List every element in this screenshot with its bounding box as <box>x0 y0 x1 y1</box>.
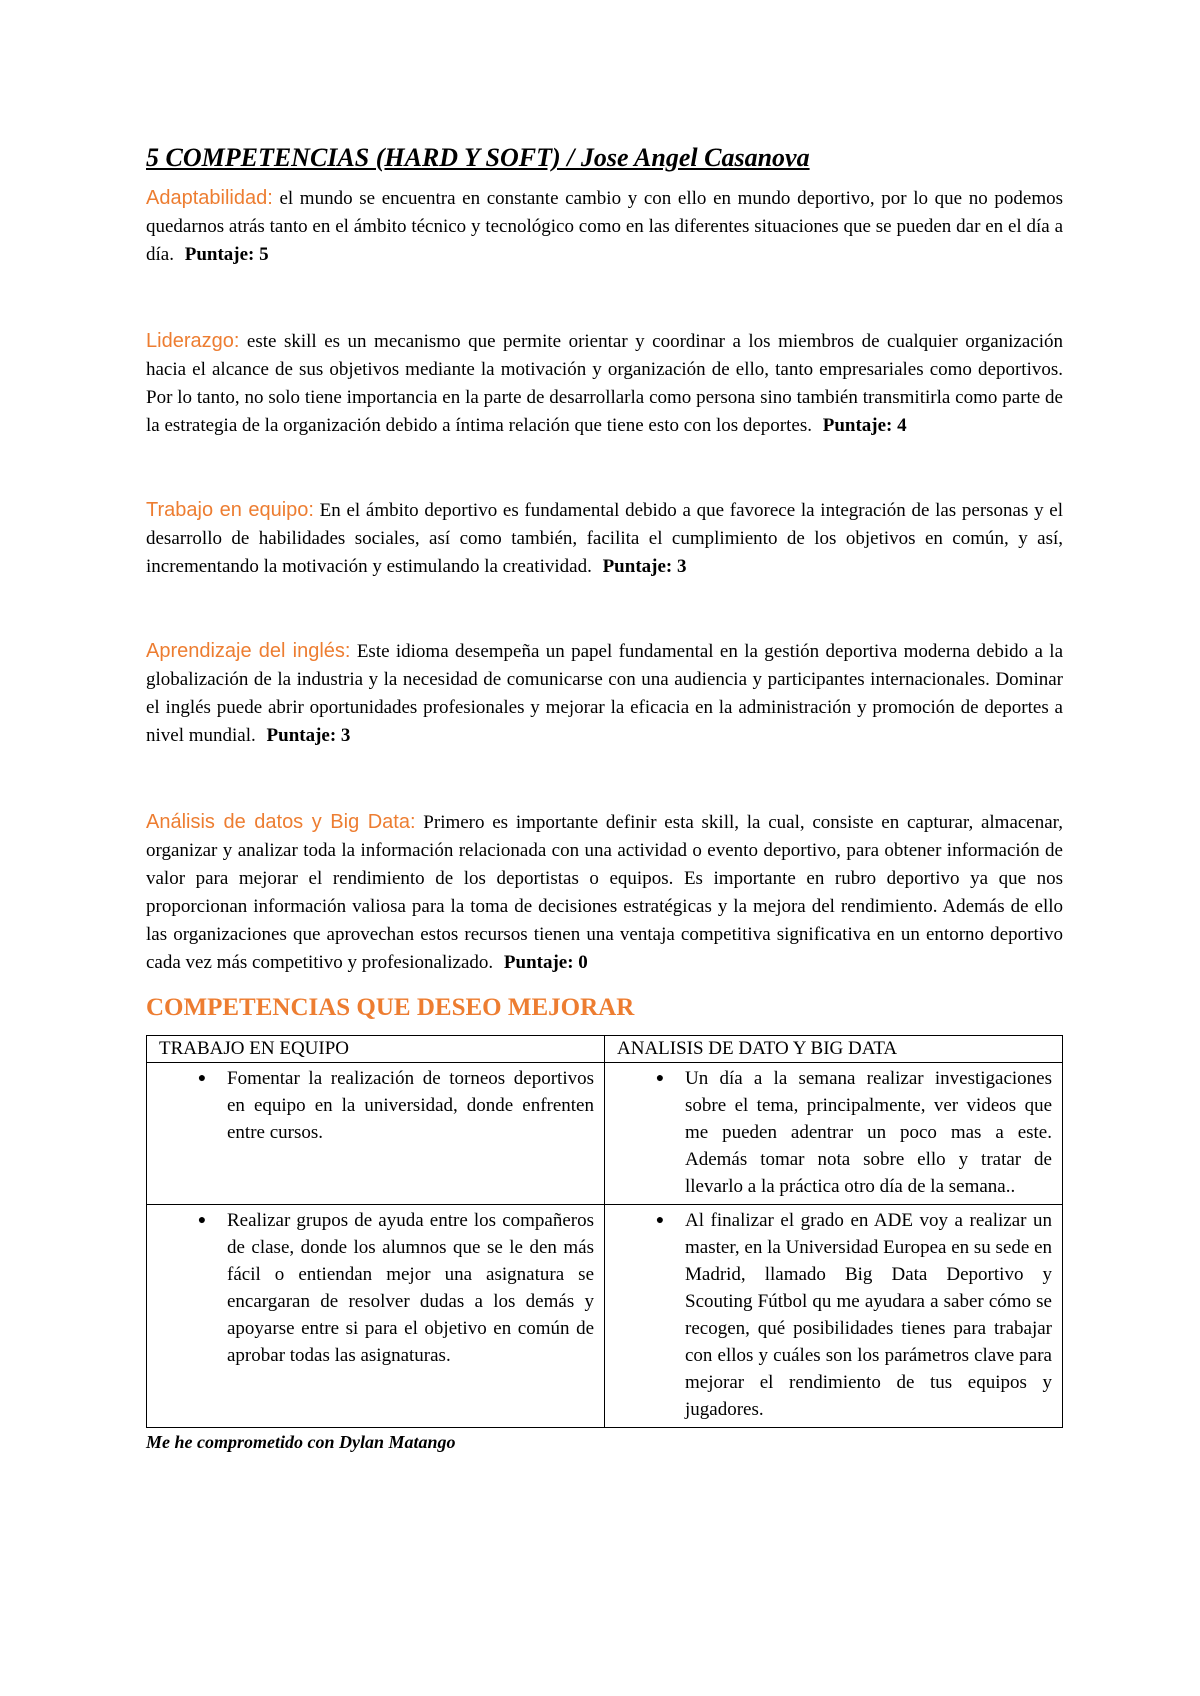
bullet-icon: ● <box>197 1213 207 1228</box>
competency-heading: Trabajo en equipo: <box>146 499 314 521</box>
document-title: 5 COMPETENCIAS (HARD Y SOFT) / Jose Angel Casanova <box>146 143 810 172</box>
document-page <box>146 142 1063 1454</box>
list-item <box>615 1207 1052 1423</box>
list-item <box>615 1065 1052 1200</box>
list-item-text: Al finalizar el grado en ADE voy a realizar un master, en la Universidad Europea en su sede en Madrid, llamado Big Data Deportivo y Scouting Fútbol qu me ayudara a saber cómo se recogen, qué posibilidades tienes para trabajar con ellos y cuáles son los parámetros clave para mejorar el rendimiento de tus equipos y jugadores. <box>685 1210 1052 1420</box>
list-item-text: Un día a la semana realizar investigaciones sobre el tema, principalmente, ver videos que me pueden adentrar un poco mas a este. Además tomar nota sobre ello y tratar de llevarlo a la práctica otro día de la semana.. <box>685 1068 1052 1197</box>
competency-adaptabilidad <box>146 184 1063 269</box>
table-cell <box>605 1063 1063 1205</box>
table-cell <box>147 1063 605 1205</box>
list-item-text: Fomentar la realización de torneos deportivos en equipo en la universidad, donde enfrenten entre cursos. <box>227 1068 594 1143</box>
competency-score: Puntaje: 4 <box>822 415 907 436</box>
competency-aprendizaje-ingles <box>146 637 1063 750</box>
competency-text: En el ámbito deportivo es fundamental debido a que favorece la integración de las personas y el desarrollo de habilidades sociales, así como también, facilita el cumplimiento de los objetivos en común, y así, incrementando la motivación y estimulando la creatividad. <box>146 500 1064 577</box>
competency-heading: Adaptabilidad: <box>146 187 273 209</box>
competency-text: este skill es un mecanismo que permite orientar y coordinar a los miembros de cualquier organización hacia el alcance de sus objetivos mediante la motivación y organización de ello, tanto empresariales como deportivos. Por lo tanto, no solo tiene importancia en la parte de desarrollarla como persona sino también transmitirla como parte de la estrategia de la organización debido a íntima relación que tiene esto con los deportes. <box>146 331 1063 436</box>
competency-score: Puntaje: 0 <box>503 952 588 973</box>
bullet-icon: ● <box>197 1071 207 1086</box>
competency-analisis-datos <box>146 808 1063 977</box>
list-item <box>157 1065 594 1146</box>
bullet-icon: ● <box>655 1213 665 1228</box>
competency-trabajo-en-equipo <box>146 496 1063 581</box>
list-item-text: Realizar grupos de ayuda entre los compañeros de clase, donde los alumnos que se le den más fácil o entiendan mejor una asignatura se encargaran de resolver dudas a los demás y apoyarse entre si para el objetivo en común de aprobar todas las asignaturas. <box>227 1210 594 1366</box>
competency-text: Este idioma desempeña un papel fundamental en la gestión deportiva moderna debido a la globalización de la industria y la necesidad de comunicarse con una audiencia y participantes internacionales. Dominar el inglés puede abrir oportunidades profesionales y mejorar la eficacia en la administración y promoción de deportes a nivel mundial. <box>146 641 1063 746</box>
column-header: ANALISIS DE DATO Y BIG DATA <box>605 1036 1063 1063</box>
improve-section-title: COMPETENCIAS QUE DESEO MEJORAR <box>146 994 635 1021</box>
bullet-icon: ● <box>655 1071 665 1086</box>
competency-heading: Análisis de datos y Big Data: <box>146 811 416 833</box>
competency-text: Primero es importante definir esta skill, la cual, consiste en capturar, almacenar, organizar y analizar toda la información relacionada con una actividad o evento deportivo, para obtener información de valor para mejorar el rendimiento de los deportistas o equipos. Es importante en rubro deportivo ya que nos proporcionan información valiosa para la toma de decisiones estratégicas y la mejora del rendimiento. Además de ello las organizaciones que aprovechan estos recursos tienen una ventaja competitiva significativa en un entorno deportivo cada vez más competitivo y profesionalizado. <box>146 812 1063 973</box>
commitment-note: Me he comprometido con Dylan Matango <box>146 1432 456 1452</box>
table-header-row <box>147 1036 1063 1063</box>
competency-text: el mundo se encuentra en constante cambio y con ello en mundo deportivo, por lo que no podemos quedarnos atrás tanto en el ámbito técnico y tecnológico como en las diferentes situaciones que se pueden dar en el día a día. <box>146 188 1063 265</box>
table-row <box>147 1205 1063 1428</box>
improvement-table <box>146 1035 1063 1428</box>
table-cell <box>605 1205 1063 1428</box>
table-cell <box>147 1205 605 1428</box>
table-row <box>147 1063 1063 1205</box>
list-item <box>157 1207 594 1369</box>
competency-heading: Liderazgo: <box>146 330 240 352</box>
competency-score: Puntaje: 3 <box>602 556 687 577</box>
competency-score: Puntaje: 5 <box>184 244 269 265</box>
competency-liderazgo <box>146 327 1063 440</box>
column-header: TRABAJO EN EQUIPO <box>147 1036 605 1063</box>
competency-score: Puntaje: 3 <box>266 725 351 746</box>
competency-heading: Aprendizaje del inglés: <box>146 640 351 662</box>
